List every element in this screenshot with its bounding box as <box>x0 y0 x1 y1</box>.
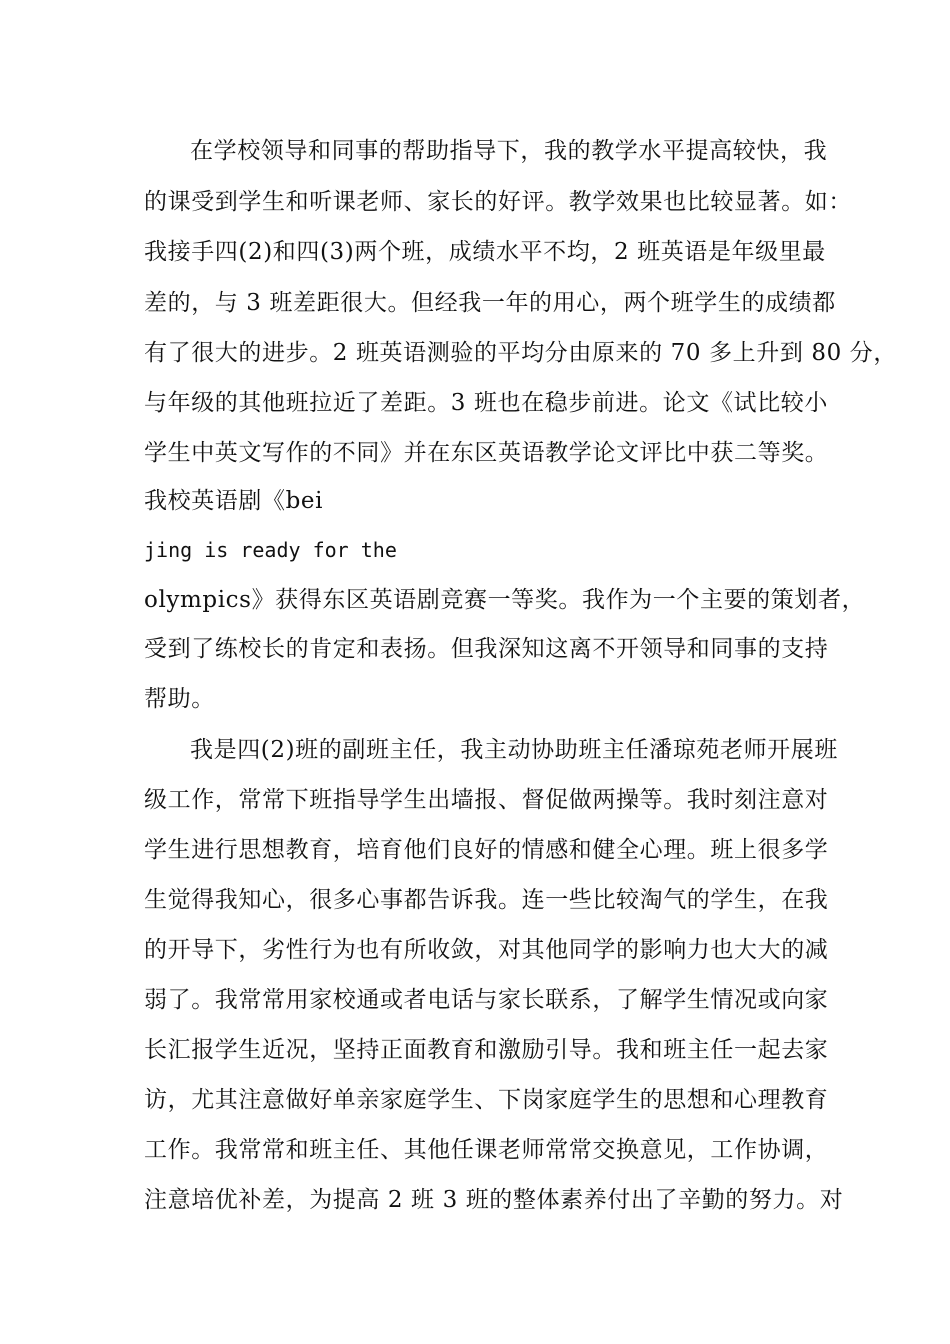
paragraph-2-line-3: 学生进行思想教育，培育他们良好的情感和健全心理。班上很多学 <box>144 837 829 863</box>
paragraph-1-line-7: 学生中英文写作的不同》并在东区英语教学论文评比中获二等奖。 <box>144 440 829 466</box>
paragraph-1-line-1: 在学校领导和同事的帮助指导下，我的教学水平提高较快，我 <box>190 138 828 164</box>
paragraph-1-line-5: 有了很大的进步。2 班英语测验的平均分由原来的 70 多上升到 80 分， <box>144 340 897 366</box>
paragraph-1-line-11: 受到了练校长的肯定和表扬。但我深知这离不开领导和同事的支持 <box>144 636 829 662</box>
paragraph-2-line-4: 生觉得我知心，很多心事都告诉我。连一些比较淘气的学生，在我 <box>144 887 829 913</box>
paragraph-2-line-2: 级工作，常常下班指导学生出墙报、督促做两操等。我时刻注意对 <box>144 787 829 813</box>
paragraph-1-line-4: 差的，与 3 班差距很大。但经我一年的用心，两个班学生的成绩都 <box>144 290 836 316</box>
paragraph-2-line-8: 访，尤其注意做好单亲家庭学生、下岗家庭学生的思想和心理教育 <box>144 1087 829 1113</box>
paragraph-2-line-1: 我是四(2)班的副班主任，我主动协助班主任潘琼苑老师开展班 <box>190 737 838 763</box>
paragraph-2-line-10: 注意培优补差，为提高 2 班 3 班的整体素养付出了辛勤的努力。对 <box>144 1187 844 1213</box>
paragraph-2-line-7: 长汇报学生近况，坚持正面教育和激励引导。我和班主任一起去家 <box>144 1037 829 1063</box>
paragraph-2-line-5: 的开导下，劣性行为也有所收敛，对其他同学的影响力也大大的减 <box>144 937 829 963</box>
paragraph-1-line-9: jing is ready for the <box>144 538 397 562</box>
paragraph-1-line-8: 我校英语剧《bei <box>144 488 324 514</box>
paragraph-1-line-3: 我接手四(2)和四(3)两个班，成绩水平不均，2 班英语是年级里最 <box>144 239 826 265</box>
paragraph-1-line-2: 的课受到学生和听课老师、家长的好评。教学效果也比较显著。如： <box>144 189 852 215</box>
paragraph-1-line-6: 与年级的其他班拉近了差距。3 班也在稳步前进。论文《试比较小 <box>144 390 828 416</box>
paragraph-1-line-12: 帮助。 <box>144 686 215 712</box>
paragraph-1-line-10: olympics》获得东区英语剧竞赛一等奖。我作为一个主要的策划者， <box>144 587 866 613</box>
paragraph-2-line-6: 弱了。我常常用家校通或者电话与家长联系，了解学生情况或向家 <box>144 987 829 1013</box>
paragraph-2-line-9: 工作。我常常和班主任、其他任课老师常常交换意见，工作协调， <box>144 1137 829 1163</box>
